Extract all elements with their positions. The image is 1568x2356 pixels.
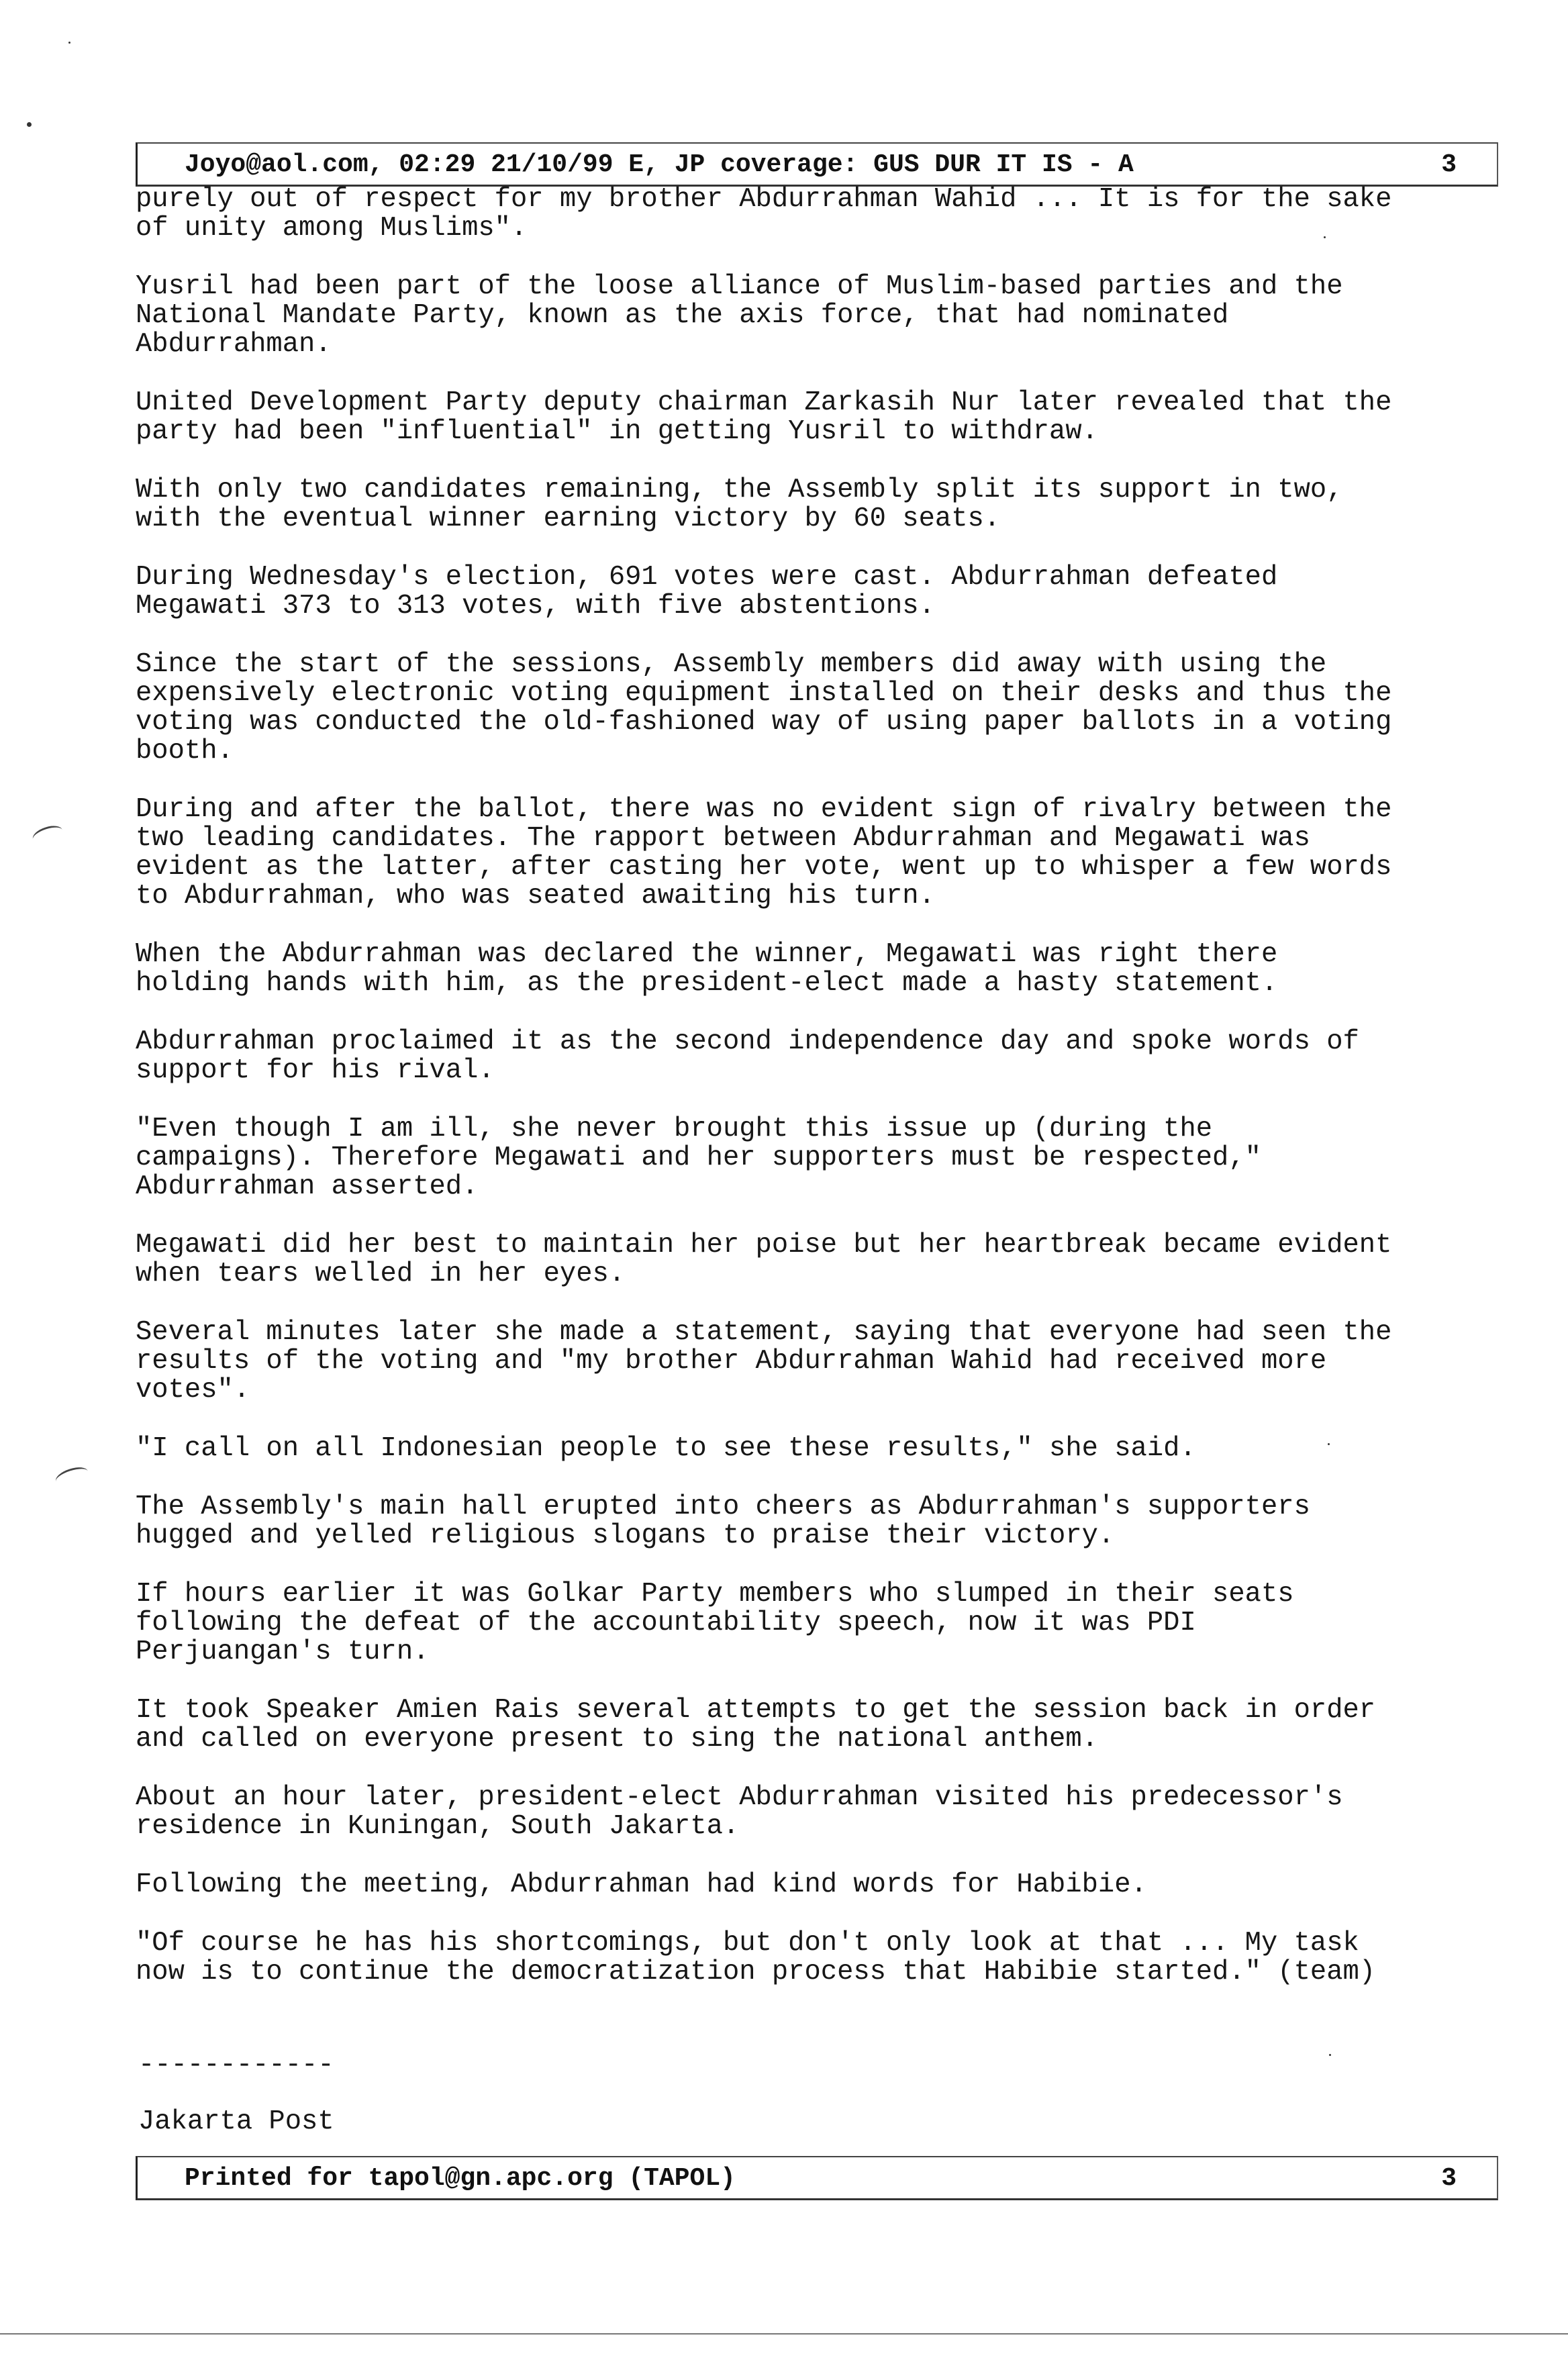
- paragraph: "Even though I am ill, she never brought this issue up (during the campaigns). Therefore Megawati and her supporters must be respected," Abdurrahman asserted.: [136, 1114, 1261, 1202]
- paragraph: Megawati did her best to maintain her poise but her heartbreak became evident when tears welled in her eyes.: [136, 1230, 1392, 1289]
- separator-line: ------------: [138, 2050, 334, 2081]
- paragraph: United Development Party deputy chairman Zarkasih Nur later revealed that the party had been "influential" in getting Yusril to withdraw.: [136, 387, 1392, 447]
- paragraph: During Wednesday's election, 691 votes were cast. Abdurrahman defeated Megawati 373 to 313 votes, with five abstentions.: [136, 562, 1278, 622]
- paragraph: It took Speaker Amien Rais several attempts to get the session back in order and called on everyone present to sing the national anthem.: [136, 1695, 1376, 1755]
- scan-speck: [27, 122, 32, 127]
- paragraph: Yusril had been part of the loose alliance of Muslim-based parties and the National Mandate Party, known as the axis force, that had nominated Abdurrahman.: [136, 271, 1343, 360]
- page-header: [136, 142, 1498, 187]
- paragraph: When the Abdurrahman was declared the winner, Megawati was right there holding hands with him, as the president-elect made a hasty statement.: [136, 939, 1278, 999]
- scan-pencil-mark: [31, 822, 65, 846]
- footer-printed-for: Printed for tapol@gn.apc.org (TAPOL): [185, 2164, 736, 2193]
- header-title: Joyo@aol.com, 02:29 21/10/99 E, JP coverage: GUS DUR IT IS - A: [185, 150, 1134, 179]
- scan-speck: [1329, 2054, 1331, 2056]
- source-credit: Jakarta Post: [138, 2106, 334, 2137]
- header-page-number: 3: [1441, 150, 1457, 179]
- paragraph: Abdurrahman proclaimed it as the second independence day and spoke words of support for his rival.: [136, 1026, 1359, 1086]
- page-footer: [136, 2156, 1498, 2200]
- article-body: [136, 185, 1498, 2016]
- paragraph: "Of course he has his shortcomings, but don't only look at that ... My task now is to continue the democratization process that Habibie started." (team): [136, 1928, 1376, 1987]
- scan-speck: [68, 42, 70, 44]
- paragraph: With only two candidates remaining, the Assembly split its support in two, with the eventual winner earning victory by 60 seats.: [136, 475, 1343, 534]
- scan-pencil-mark: [54, 1464, 91, 1489]
- paragraph: Following the meeting, Abdurrahman had kind words for Habibie.: [136, 1869, 1147, 1900]
- paragraph: If hours earlier it was Golkar Party members who slumped in their seats following the defeat of the accountability speech, now it was PDI Perjuangan's turn.: [136, 1579, 1294, 1667]
- paragraph: Since the start of the sessions, Assembly members did away with using the expensively electronic voting equipment installed on their desks and thus the voting was conducted the old-fashioned way of using paper ballots in a voting booth.: [136, 649, 1392, 767]
- paragraph: During and after the ballot, there was no evident sign of rivalry between the two leading candidates. The rapport between Abdurrahman and Megawati was evident as the latter, after casting her vote, went up to whisper a few words to Abdurrahman, who was seated awaiting his turn.: [136, 794, 1392, 912]
- paragraph: The Assembly's main hall erupted into cheers as Abdurrahman's supporters hugged and yelled religious slogans to praise their victory.: [136, 1491, 1310, 1551]
- paragraph: purely out of respect for my brother Abdurrahman Wahid ... It is for the sake of unity among Muslims".: [136, 184, 1392, 244]
- paragraph: Several minutes later she made a statement, saying that everyone had seen the results of the voting and "my brother Abdurrahman Wahid had received more votes".: [136, 1317, 1392, 1406]
- paragraph: "I call on all Indonesian people to see these results," she said.: [136, 1433, 1196, 1464]
- paragraph: About an hour later, president-elect Abdurrahman visited his predecessor's residence in Kuningan, South Jakarta.: [136, 1782, 1343, 1842]
- scan-bottom-edge: [0, 2333, 1568, 2335]
- footer-page-number: 3: [1441, 2164, 1457, 2193]
